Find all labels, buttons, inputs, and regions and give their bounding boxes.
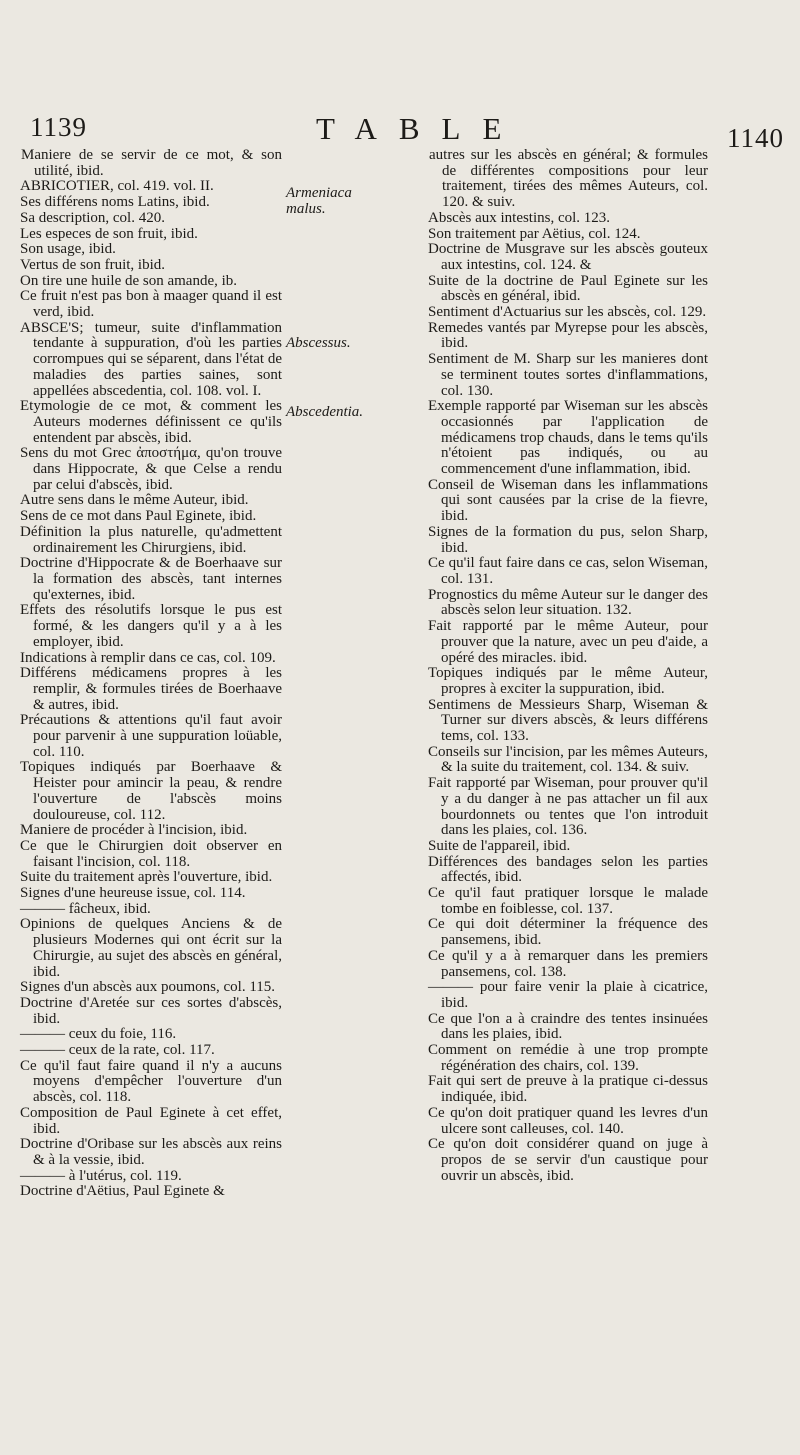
index-entry: Etymologie de ce mot, & comment les Auteurs modernes définissent ce qu'ils entendent par abscès, ibid. (20, 398, 282, 446)
index-entry: Sentiment de M. Sharp sur les manieres dont se terminent toutes sortes d'inflammations, col. 130. (428, 351, 708, 399)
index-entry: Ce que le Chirurgien doit observer en faisant l'incision, col. 118. (20, 837, 282, 870)
index-entry: Suite du traitement après l'ouverture, ibid. (20, 869, 273, 886)
index-entry: Sens du mot Grec ἀποστήμα, qu'on trouve dans Hippocrate, & que Celse a rendu par celui d'abscès, ibid. (20, 445, 282, 493)
index-entry: Ce qui doit déterminer la fréquence des pansemens, ibid. (428, 916, 708, 949)
index-entry: Effets des résolutifs lorsque le pus est formé, & les dangers qu'il y a à les employer, ibid. (20, 602, 282, 650)
index-entry: Ses différens noms Latins, ibid. (20, 194, 210, 211)
index-entry: Signes de la formation du pus, selon Sharp, ibid. (428, 523, 708, 556)
index-entry: Ce qu'on doit considérer quand on juge à propos de se servir d'un caustique pour ouvrir un abscès, ibid. (428, 1136, 708, 1184)
index-entry: ABRICOTIER, col. 419. vol. II. (20, 178, 214, 195)
index-entry: Comment on remédie à une trop prompte régénération des chairs, col. 139. (428, 1042, 708, 1074)
index-entry: Doctrine d'Oribase sur les abscès aux reins & à la vessie, ibid. (20, 1136, 282, 1168)
index-entry: ——— ceux de la rate, col. 117. (20, 1042, 215, 1059)
index-entry: Ce fruit n'est pas bon à maager quand il est verd, ibid. (20, 288, 282, 321)
index-entry: Son usage, ibid. (20, 241, 116, 258)
index-entry: Son traitement par Aëtius, col. 124. (428, 225, 641, 242)
index-entry: Doctrine d'Aëtius, Paul Eginete & (20, 1183, 225, 1200)
index-entry: ——— fâcheux, ibid. (20, 900, 151, 917)
margin-note: Abscessus. (286, 335, 351, 351)
index-entry: Vertus de son fruit, ibid. (20, 256, 165, 273)
index-entry: Sentimens de Messieurs Sharp, Wiseman & Turner sur divers abscès, & leurs différens tems, col. 133. (428, 696, 708, 745)
index-entry: Doctrine d'Hippocrate & de Boerhaave sur la formation des abscès, tant internes qu'externes, ibid. (20, 555, 282, 603)
index-entry: Autre sens dans le même Auteur, ibid. (20, 492, 249, 509)
index-entry: Ce qu'il faut faire dans ce cas, selon Wiseman, col. 131. (428, 555, 708, 587)
index-entry: On tire une huile de son amande, ib. (20, 272, 238, 289)
index-entry: Doctrine de Musgrave sur les abscès gouteux aux intestins, col. 124. & (428, 241, 708, 273)
index-entry: autres sur les abscès en général; & formules de différentes compositions pour leur traitement, tirées des mêmes Auteurs, col. 120. & suiv. (429, 147, 708, 211)
index-entry: Ce que l'on a à craindre des tentes insinuées dans les plaies, ibid. (428, 1010, 708, 1043)
page-title: TABLE (316, 111, 524, 146)
index-entry: Abscès aux intestins, col. 123. (428, 209, 611, 226)
left-column (20, 148, 282, 1200)
index-entry: Fait rapporté par Wiseman, pour prouver qu'il y a du danger à ne pas attacher un fil aux bourdonnets ou tentes que l'on introduit dans les plaies, col. 136. (428, 775, 708, 839)
index-entry: ——— ceux du foie, 116. (20, 1026, 177, 1043)
index-entry: Topiques indiqués par le même Auteur, propres à exciter la suppuration, ibid. (428, 665, 708, 697)
index-entry: Différens médicamens propres à les remplir, & formules tirées de Boerhaave & autres, ibid. (20, 665, 282, 713)
index-entry: Ce qu'on doit pratiquer quand les levres d'un ulcere sont calleuses, col. 140. (428, 1104, 708, 1137)
index-entry: Sa description, col. 420. (20, 209, 165, 226)
index-entry: Doctrine d'Aretée sur ces sortes d'abscès, ibid. (20, 994, 282, 1027)
index-entry: Composition de Paul Eginete à cet effet, ibid. (20, 1104, 282, 1137)
index-entry: Indications à remplir dans ce cas, col. 109. (20, 649, 276, 666)
index-entry: Fait qui sert de preuve à la pratique ci-dessus indiquée, ibid. (428, 1073, 708, 1106)
index-entry: Opinions de quelques Anciens & de plusieurs Modernes qui ont écrit sur la Chirurgie, au sujet des abscès en général, ibid. (20, 916, 282, 980)
page-number-left: 1139 (30, 112, 87, 142)
index-entry: Différences des bandages selon les parties affectés, ibid. (428, 853, 708, 886)
index-entry: Suite de la doctrine de Paul Eginete sur les abscès en général, ibid. (428, 272, 708, 305)
index-entry: Signes d'une heureuse issue, col. 114. (20, 885, 246, 902)
index-entry: Suite de l'appareil, ibid. (428, 837, 571, 854)
index-entry: Ce qu'il faut faire quand il n'y a aucuns moyens d'empêcher l'ouverture d'un abscès, col. 118. (20, 1057, 282, 1106)
index-entry: Remedes vantés par Myrepse pour les abscès, ibid. (428, 319, 708, 352)
index-entry: Sentiment d'Actuarius sur les abscès, col. 129. (428, 304, 707, 321)
index-entry: Topiques indiqués par Boerhaave & Heister pour amincir la peau, & rendre l'ouverture de l'abscès moins douloureuse, col. 112. (20, 759, 282, 823)
index-entry: Prognostics du même Auteur sur le danger des abscès selon leur situation. 132. (428, 586, 708, 619)
index-entry: Ce qu'il faut pratiquer lorsque le malade tombe en foiblesse, col. 137. (428, 885, 708, 917)
index-entry: Définition la plus naturelle, qu'admettent ordinairement les Chirurgiens, ibid. (20, 523, 282, 556)
margin-note: Armeniaca malus. (286, 185, 352, 217)
right-column (428, 148, 708, 1184)
index-entry: Conseils sur l'incision, par les mêmes Auteurs, & la suite du traitement, col. 134. & suiv. (428, 743, 708, 776)
index-entry: Maniere de procéder à l'incision, ibid. (20, 822, 248, 839)
index-entry: Les especes de son fruit, ibid. (20, 225, 198, 242)
index-entry: ——— pour faire venir la plaie à cicatrice, ibid. (428, 979, 708, 1011)
index-entry: ——— à l'utérus, col. 119. (20, 1167, 182, 1184)
page-number-right: 1140 (727, 123, 784, 153)
index-entry: Ce qu'il y a à remarquer dans les premiers pansemens, col. 138. (428, 947, 708, 980)
margin-note: Abscedentia. (286, 404, 364, 420)
index-entry: Précautions & attentions qu'il faut avoir pour parvenir à une suppuration loüable, col. 110. (20, 712, 282, 760)
index-entry: Maniere de se servir de ce mot, & son utilité, ibid. (21, 147, 282, 179)
index-entry: ABSCE'S; tumeur, suite d'inflammation tendante à suppuration, d'où les parties corrompues qui se séparent, dans l'état de maladies des parties saines, sont appellées abscedentia, col. 108. vol. I. (20, 319, 282, 399)
index-entry: Exemple rapporté par Wiseman sur les abscès occasionnés par l'application de médicamens trop chauds, dans le tems qu'ils n'étoient pas indiqués, ou au commencement d'une inflammation, ibid. (428, 398, 708, 478)
index-entry: Fait rapporté par le même Auteur, pour prouver que la nature, avec un peu d'aide, a opéré des miracles. ibid. (428, 618, 708, 666)
index-entry: Signes d'un abscès aux poumons, col. 115. (20, 979, 276, 996)
index-entry: Sens de ce mot dans Paul Eginete, ibid. (20, 508, 257, 525)
index-entry: Conseil de Wiseman dans les inflammations qui sont causées par la crise de la fievre, ibid. (428, 476, 708, 525)
